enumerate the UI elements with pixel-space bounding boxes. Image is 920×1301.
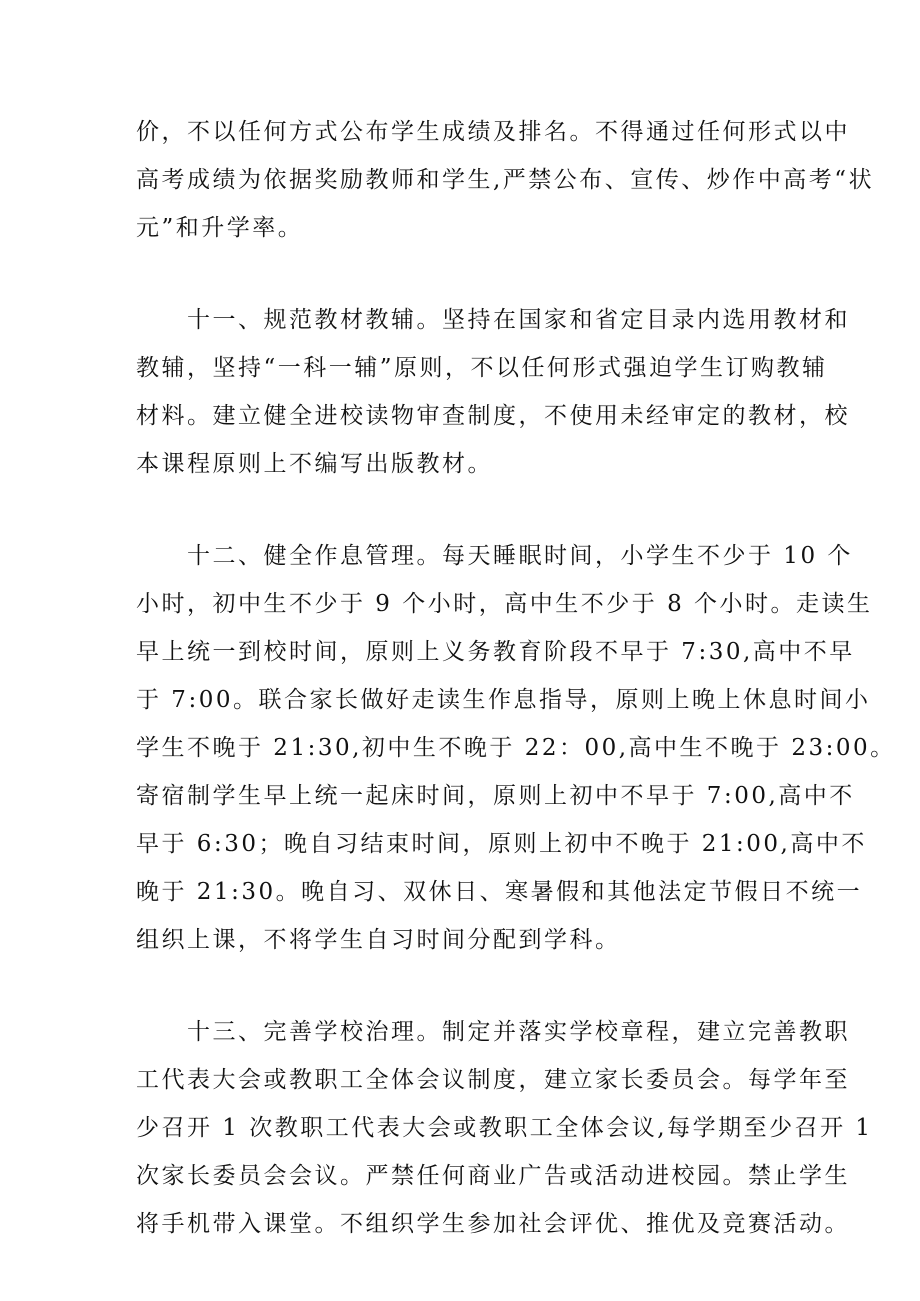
- text-line: 将手机带入课堂。不组织学生参加社会评优、推优及竞赛活动。: [136, 1211, 850, 1237]
- text-line: 十三、完善学校治理。制定并落实学校章程，建立完善教职: [136, 1019, 850, 1045]
- paragraph-grading: [136, 108, 875, 252]
- paragraph-spacer: [136, 252, 790, 296]
- document-body: [136, 108, 896, 1248]
- text-line: 小时，初中生不少于 9 个小时，高中生不少于 8 个小时。走读生: [136, 591, 873, 617]
- paragraph-governance: [136, 1008, 873, 1248]
- paragraph-textbooks: [136, 296, 850, 488]
- text-line: 组织上课，不将学生自习时间分配到学科。: [136, 927, 621, 953]
- text-line: 十二、健全作息管理。每天睡眠时间，小学生不少于 10 个: [136, 543, 853, 569]
- text-line: 工代表大会或教职工全体会议制度，建立家长委员会。每学年至: [136, 1067, 850, 1093]
- text-line: 价，不以任何方式公布学生成绩及排名。不得通过任何形式以中: [136, 119, 850, 145]
- text-line: 学生不晚于 21:30,初中生不晚于 22：00,高中生不晚于 23:00。: [136, 735, 896, 761]
- text-line: 元”和升学率。: [136, 215, 304, 241]
- paragraph-schedule: [136, 532, 896, 964]
- text-line: 少召开 1 次教职工代表大会或教职工全体会议,每学期至少召开 1: [136, 1115, 873, 1141]
- text-line: 于 7:00。联合家长做好走读生作息指导，原则上晚上休息时间小: [136, 687, 871, 713]
- text-line: 早上统一到校时间，原则上义务教育阶段不早于 7:30,高中不早: [136, 639, 855, 665]
- text-line: 高考成绩为依据奖励教师和学生,严禁公布、宣传、炒作中高考“状: [136, 167, 875, 193]
- text-line: 晚于 21:30。晚自习、双休日、寒暑假和其他法定节假日不统一: [136, 879, 863, 905]
- text-line: 十一、规范教材教辅。坚持在国家和省定目录内选用教材和: [136, 307, 850, 333]
- paragraph-spacer: [136, 488, 790, 532]
- text-line: 本课程原则上不编写出版教材。: [136, 451, 493, 477]
- text-line: 材料。建立健全进校读物审查制度，不使用未经审定的教材，校: [136, 403, 850, 429]
- text-line: 寄宿制学生早上统一起床时间，原则上初中不早于 7:00,高中不: [136, 783, 855, 809]
- text-line: 次家长委员会会议。严禁任何商业广告或活动进校园。禁止学生: [136, 1163, 850, 1189]
- text-line: 教辅，坚持“一科一辅”原则，不以任何形式强迫学生订购教辅: [136, 355, 828, 381]
- text-line: 早于 6:30；晚自习结束时间，原则上初中不晚于 21:00,高中不: [136, 831, 867, 857]
- paragraph-spacer: [136, 964, 790, 1008]
